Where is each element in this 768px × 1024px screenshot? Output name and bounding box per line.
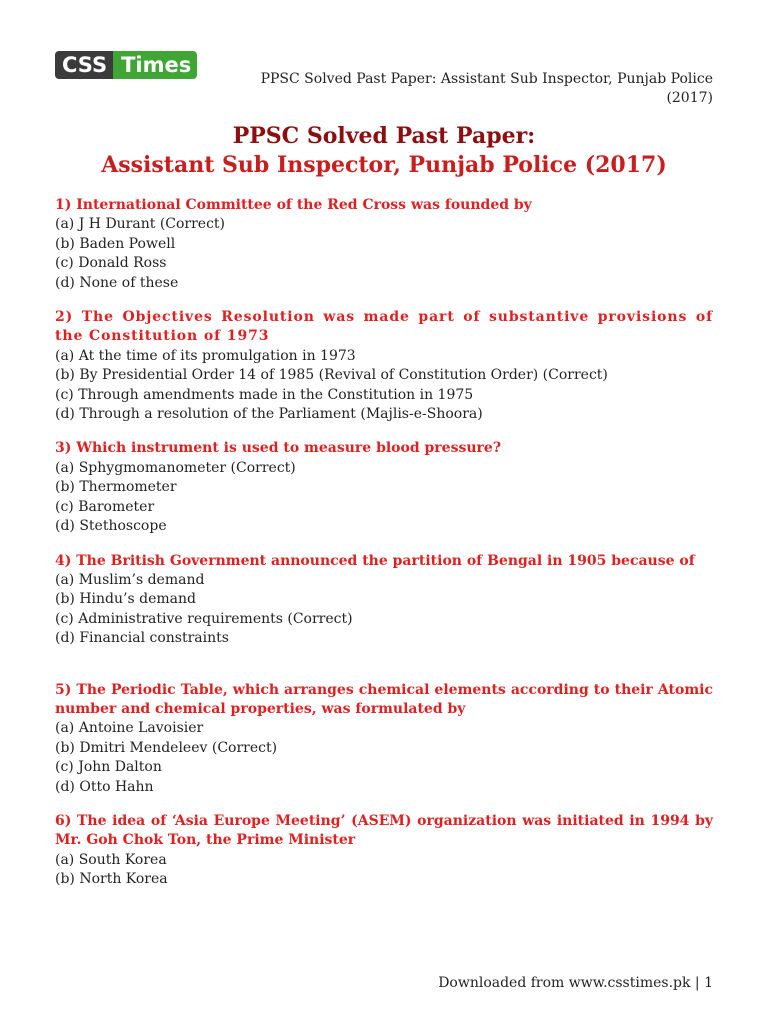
option-a: (a) At the time of its promulgation in 1973 <box>55 347 356 364</box>
option-c: (c) Through amendments made in the Constitution in 1975 <box>55 386 474 403</box>
option-b: (b) Hindu’s demand <box>55 591 196 608</box>
option-d: (d) Otto Hahn <box>55 778 154 795</box>
logo-times: Times <box>113 51 197 79</box>
question-1 <box>55 196 713 293</box>
question-list <box>55 196 713 905</box>
option-d: (d) None of these <box>55 274 179 291</box>
logo-css: CSS <box>55 51 113 79</box>
option-a: (a) J H Durant (Correct) <box>55 216 226 233</box>
option-a: (a) South Korea <box>55 851 167 868</box>
option-a: (a) Sphygmomanometer (Correct) <box>55 459 296 476</box>
running-header-line2: (2017) <box>666 90 713 106</box>
option-b: (b) North Korea <box>55 871 168 888</box>
option-c: (c) John Dalton <box>55 759 162 776</box>
question-6 <box>55 812 713 890</box>
page-footer: Downloaded from www.csstimes.pk | 1 <box>438 975 713 991</box>
question-3 <box>55 439 713 536</box>
question-text: 6) The idea of ‘Asia Europe Meeting’ (ASEM) organization was initiated in 1994 by Mr. Goh Chok Ton, the Prime Minister <box>55 812 713 849</box>
question-text: 1) International Committee of the Red Cross was founded by <box>55 197 532 213</box>
option-c: (c) Administrative requirements (Correct) <box>55 610 353 627</box>
question-4 <box>55 552 713 649</box>
option-b: (b) Baden Powell <box>55 235 176 252</box>
option-b: (b) Thermometer <box>55 479 177 496</box>
option-d: (d) Financial constraints <box>55 630 229 647</box>
question-text: 4) The British Government announced the partition of Bengal in 1905 because of <box>55 552 695 569</box>
option-d: (d) Through a resolution of the Parliament (Majlis-e-Shoora) <box>55 406 483 423</box>
title-line1: PPSC Solved Past Paper: <box>232 123 536 149</box>
question-text: 5) The Periodic Table, which arranges chemical elements according to their Atomic number and chemical properties, was formulated by <box>55 681 713 717</box>
title-line2: Assistant Sub Inspector, Punjab Police (2017) <box>101 152 667 178</box>
option-d: (d) Stethoscope <box>55 518 167 535</box>
option-c: (c) Barometer <box>55 498 155 515</box>
option-a: (a) Muslim’s demand <box>55 571 205 588</box>
option-a: (a) Antoine Lavoisier <box>55 720 204 737</box>
running-header-line1: PPSC Solved Past Paper: Assistant Sub Inspector, Punjab Police <box>260 71 713 87</box>
question-text: 2) The Objectives Resolution was made part of substantive provisions of the Constitution of 1973 <box>55 309 713 345</box>
question-2 <box>55 308 713 424</box>
option-b: (b) Dmitri Mendeleev (Correct) <box>55 739 278 756</box>
option-c: (c) Donald Ross <box>55 255 167 272</box>
question-5 <box>55 681 713 797</box>
page-title <box>0 122 768 180</box>
running-header <box>233 70 713 108</box>
logo <box>55 51 197 79</box>
option-b: (b) By Presidential Order 14 of 1985 (Revival of Constitution Order) (Correct) <box>55 367 608 384</box>
question-text: 3) Which instrument is used to measure blood pressure? <box>55 440 502 457</box>
